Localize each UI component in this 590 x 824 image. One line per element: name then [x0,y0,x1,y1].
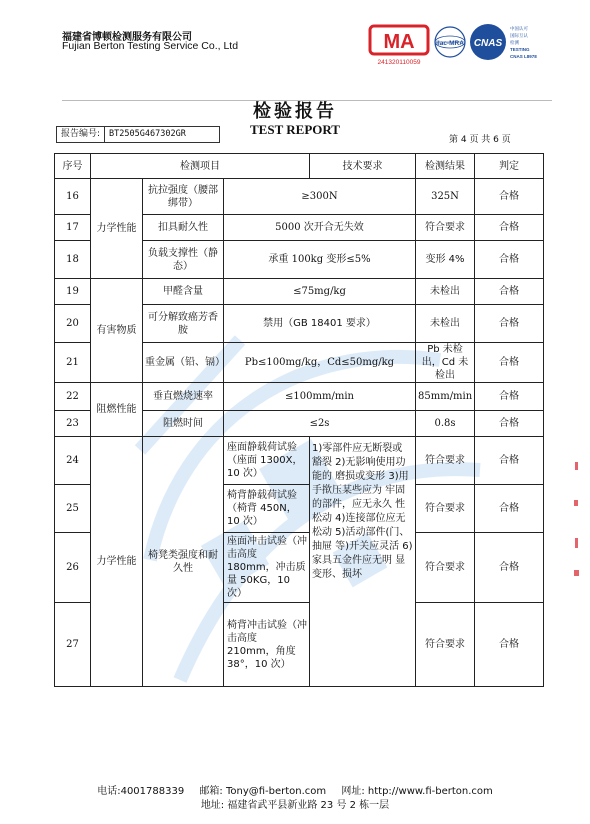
cnas-sub-2: 检测 [510,41,519,46]
requirement-cell: 禁用（GB 18401 要求） [224,305,416,343]
category-cell: 力学性能 [91,437,143,687]
result-cell: 325N [416,179,475,215]
report-number-box [56,126,220,143]
row-no: 17 [55,215,91,241]
cnas-sub-3: TESTING [510,47,530,52]
verdict-cell: 合格 [475,279,544,305]
item-cell: 抗拉强度（腰部绑带） [143,179,224,215]
row-no: 16 [55,179,91,215]
item-cell: 扣具耐久性 [143,215,224,241]
table-row [55,437,544,485]
header-requirement: 技术要求 [310,154,416,179]
cnas-text: CNAS [473,38,503,49]
test-results-table [54,153,544,687]
result-cell: 85mm/min [416,383,475,411]
ilac-logo [435,27,465,57]
row-no: 25 [55,485,91,533]
verdict-cell: 合格 [475,179,544,215]
item-cell: 负载支撑性（静态） [143,241,224,279]
row-no: 19 [55,279,91,305]
report-title-cn: 检验报告 [253,101,337,122]
header-no: 序号 [55,154,91,179]
verdict-cell: 合格 [475,411,544,437]
report-number-value: BT2505G467302GR [109,129,186,139]
requirement-cell: ≤2s [224,411,416,437]
cma-logo [370,26,428,66]
report-title-en: TEST REPORT [250,122,340,137]
result-cell: 符合要求 [416,215,475,241]
result-cell: 符合要求 [416,437,475,485]
row-no: 22 [55,383,91,411]
certification-logos [368,20,568,66]
company-name-cn: 福建省博顿检测服务有限公司 [62,32,192,43]
requirement-cell: ≥300N [224,179,416,215]
category-cell: 有害物质 [91,279,143,383]
item-cell: 重金属（铅、镉） [143,343,224,383]
verdict-cell: 合格 [475,215,544,241]
requirement-cell-shared: 1)零部件应无断裂或 豁裂 2)无影响使用功能的 磨损或变形 3)用手揿压某些应为 牢固的部件，应无永久 性松动 4)连接部位应无松动 5)活动部件(门、抽屉 等)开关应灵活 6)家具五金件应无明 显变形、损坏 [310,437,416,687]
item-cell: 可分解致癌芳香胺 [143,305,224,343]
cnas-sub-4: CNAS L8978 [510,54,537,59]
requirement-cell: 承重 100kg 变形≤5% [224,241,416,279]
verdict-cell: 合格 [475,485,544,533]
item-cell: 甲醛含量 [143,279,224,305]
subitem-cell: 座面静载荷试验（座面 1300X，10 次） [224,437,310,485]
row-no: 20 [55,305,91,343]
cnas-sub-0: 中国认可 [510,27,528,32]
requirement-cell: Pb≤100mg/kg，Cd≤50mg/kg [224,343,416,383]
item-cell: 椅凳类强度和耐久性 [143,437,224,687]
footer-email: 邮箱: Tony@fi-berton.com [199,786,327,797]
verdict-cell: 合格 [475,305,544,343]
subitem-cell: 椅背静载荷试验（椅背 450N，10 次） [224,485,310,533]
report-number-label: 报告编号: [57,127,105,142]
header-verdict: 判定 [475,154,544,179]
verdict-cell: 合格 [475,603,544,687]
result-cell: 0.8s [416,411,475,437]
header-result: 检测结果 [416,154,475,179]
footer-contact [0,782,590,797]
row-no: 26 [55,533,91,603]
table-header-row [55,154,544,179]
page-indicator: 第 4 页 共 6 页 [449,135,511,145]
requirement-cell: 5000 次开合无失效 [224,215,416,241]
footer-phone: 电话:4001788339 [97,786,185,797]
result-cell: Pb 未检出，Cd 未检出 [416,343,475,383]
requirement-cell: ≤75mg/kg [224,279,416,305]
result-cell: 未检出 [416,305,475,343]
result-cell: 变形 4% [416,241,475,279]
item-cell: 阻燃时间 [143,411,224,437]
verdict-cell: 合格 [475,533,544,603]
seam-stamp-fragment [572,462,582,582]
row-no: 27 [55,603,91,687]
cnas-logo [470,24,537,60]
row-no: 24 [55,437,91,485]
ilac-text: ilac-MRA [436,40,464,47]
requirement-cell: ≤100mm/min [224,383,416,411]
verdict-cell: 合格 [475,437,544,485]
company-name-en: Fujian Berton Testing Service Co., Ltd [62,40,239,52]
verdict-cell: 合格 [475,343,544,383]
category-cell: 力学性能 [91,179,143,279]
result-cell: 未检出 [416,279,475,305]
footer-address: 地址: 福建省武平县新业路 23 号 2 栋一层 [200,800,390,811]
item-cell: 垂直燃烧速率 [143,383,224,411]
cma-number: 241320110059 [377,59,421,66]
cma-text: MA [383,31,415,53]
footer-website: 网址: http://www.fi-berton.com [341,786,493,797]
table-row [55,179,544,215]
subitem-cell: 座面冲击试验（冲击高度 180mm，冲击质量 50KG，10 次） [224,533,310,603]
result-cell: 符合要求 [416,533,475,603]
cnas-sub-1: 国际互认 [510,34,528,39]
subitem-cell: 椅背冲击试验（冲击高度 210mm，角度 38°，10 次） [224,603,310,687]
result-cell: 符合要求 [416,485,475,533]
verdict-cell: 合格 [475,383,544,411]
row-no: 23 [55,411,91,437]
row-no: 18 [55,241,91,279]
table-row [55,279,544,305]
category-cell: 阻燃性能 [91,383,143,437]
row-no: 21 [55,343,91,383]
header-item: 检测项目 [91,154,310,179]
table-row [55,383,544,411]
result-cell: 符合要求 [416,603,475,687]
verdict-cell: 合格 [475,241,544,279]
